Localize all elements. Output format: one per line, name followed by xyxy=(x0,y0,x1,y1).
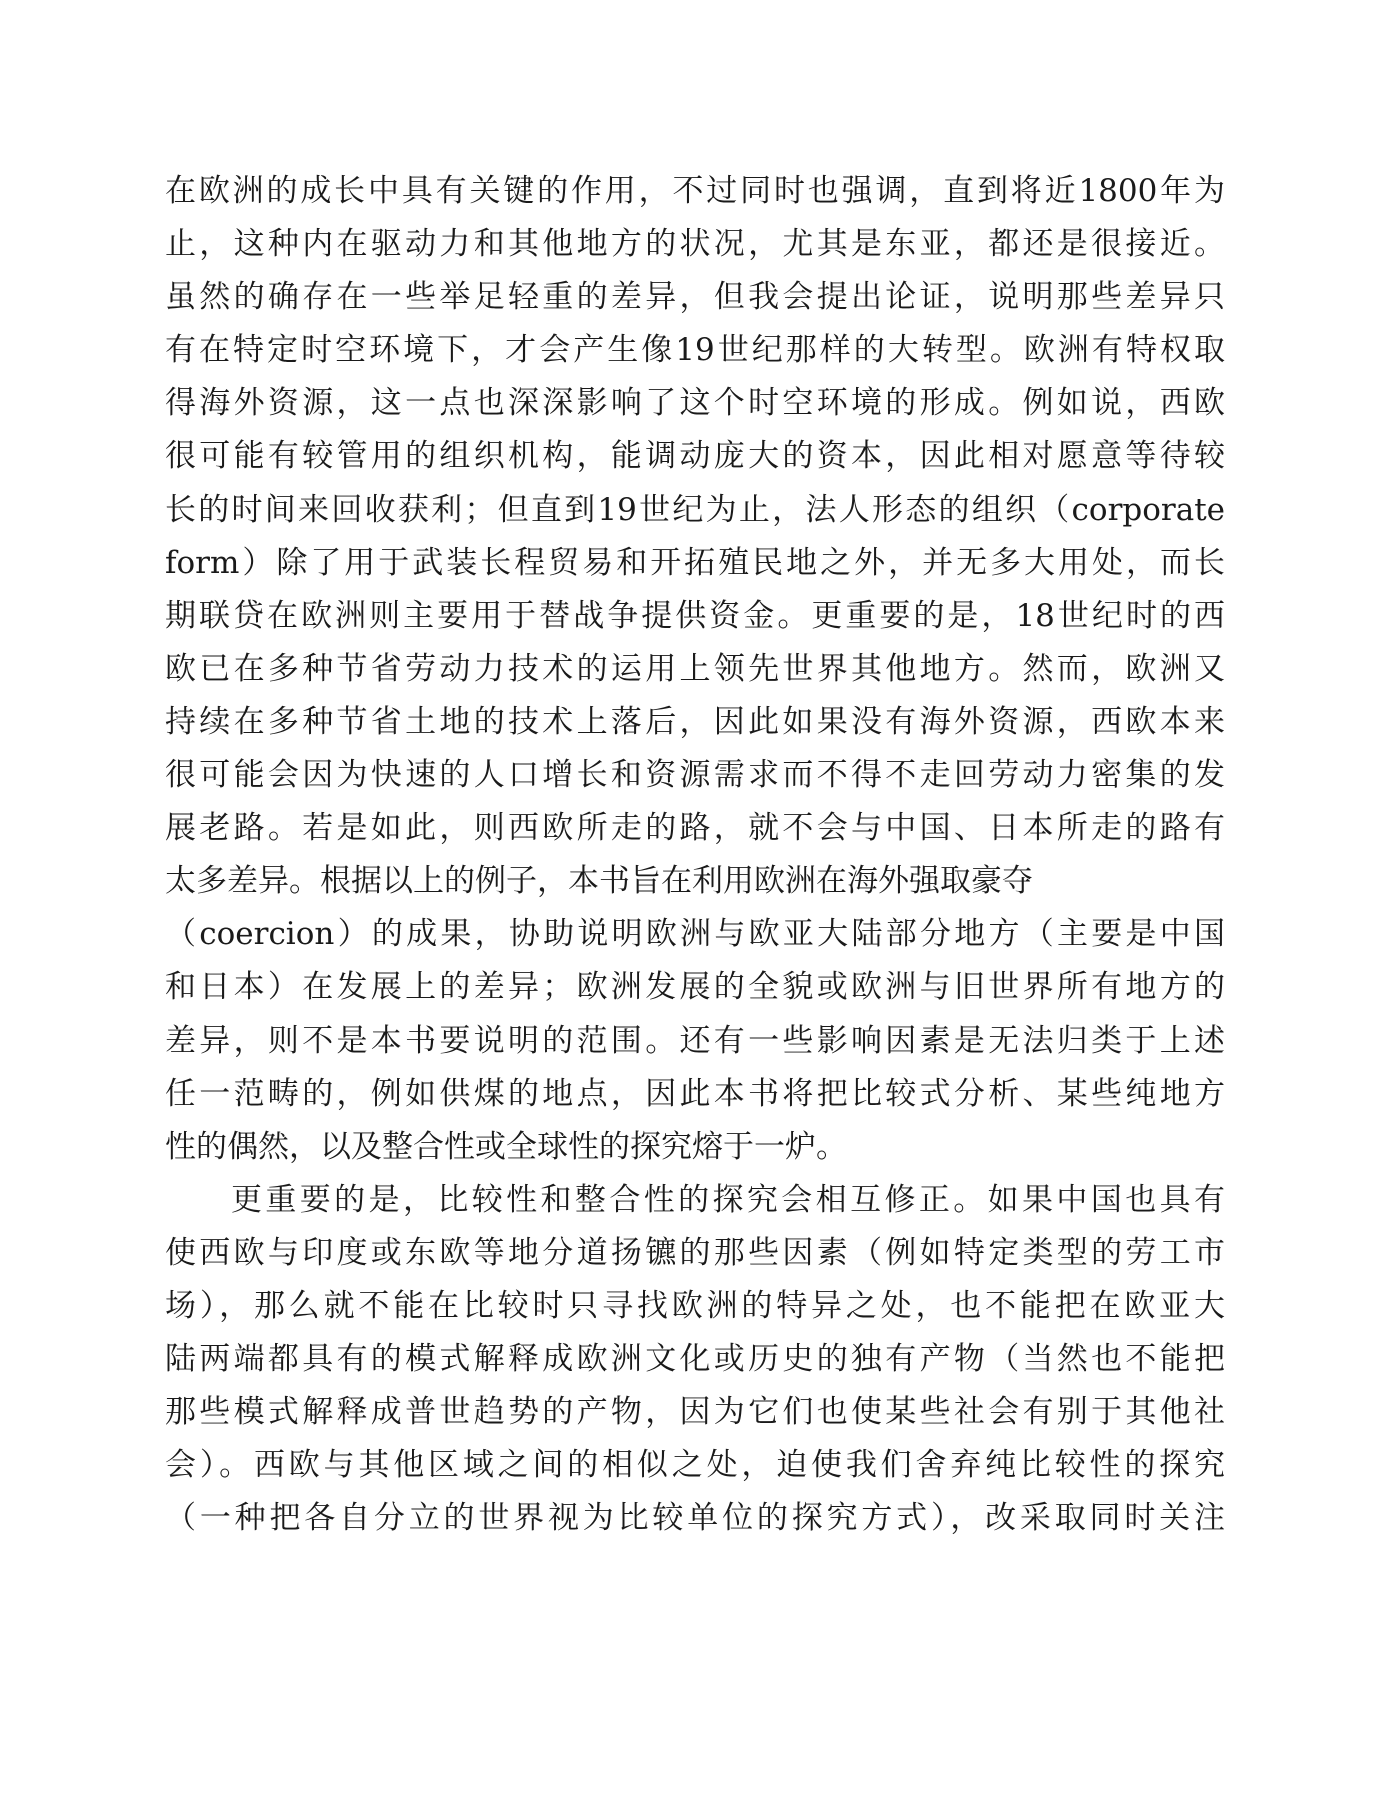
text-line: 陆两端都具有的模式解释成欧洲文化或历史的独有产物（当然也不能把 xyxy=(165,1341,1225,1378)
text-line: 太多差异。根据以上的例子，本书旨在利用欧洲在海外强取豪夺 xyxy=(165,863,1033,900)
text-line: 很可能会因为快速的人口增长和资源需求而不得不走回劳动力密集的发 xyxy=(165,757,1225,794)
text-line: 欧已在多种节省劳动力技术的运用上领先世界其他地方。然而，欧洲又 xyxy=(165,650,1225,687)
text-line: 会）。西欧与其他区域之间的相似之处，迫使我们舍弃纯比较性的探究 xyxy=(165,1447,1225,1484)
text-line: 那些模式解释成普世趋势的产物，因为它们也使某些社会有别于其他社 xyxy=(165,1394,1225,1431)
text-line: 得海外资源，这一点也深深影响了这个时空环境的形成。例如说，西欧 xyxy=(165,385,1225,422)
text-line: 在欧洲的成长中具有关键的作用，不过同时也强调，直到将近1800年为 xyxy=(165,173,1225,209)
text-line: 期联贷在欧洲则主要用于替战争提供资金。更重要的是，18世纪时的西 xyxy=(165,597,1225,634)
text-line: （一种把各自分立的世界视为比较单位的探究方式），改采取同时关注 xyxy=(165,1500,1225,1537)
paragraph-2 xyxy=(165,1174,1225,1546)
text-line: 很可能有较管用的组织机构，能调动庞大的资本，因此相对愿意等待较 xyxy=(165,438,1225,475)
text-line: 任一范畴的，例如供煤的地点，因此本书将把比较式分析、某些纯地方 xyxy=(165,1075,1225,1112)
paragraph-1 xyxy=(165,165,1225,1174)
text-line: 差异，则不是本书要说明的范围。还有一些影响因素是无法归类于上述 xyxy=(165,1022,1225,1059)
text-line: （coercion）的成果，协助说明欧洲与欧亚大陆部分地方（主要是中国 xyxy=(165,916,1225,953)
text-line: 展老路。若是如此，则西欧所走的路，就不会与中国、日本所走的路有 xyxy=(165,810,1225,847)
text-line: 有在特定时空环境下，才会产生像19世纪那样的大转型。欧洲有特权取 xyxy=(165,332,1225,369)
text-line: 长的时间来回收获利；但直到19世纪为止，法人形态的组织（corporate xyxy=(165,491,1225,528)
text-line: 性的偶然，以及整合性或全球性的探究熔于一炉。 xyxy=(165,1128,847,1165)
body-text xyxy=(165,165,1225,1545)
text-line: 更重要的是，比较性和整合性的探究会相互修正。如果中国也具有 xyxy=(231,1181,1225,1218)
text-line: 持续在多种节省土地的技术上落后，因此如果没有海外资源，西欧本来 xyxy=(165,703,1225,740)
text-line: 和日本）在发展上的差异；欧洲发展的全貌或欧洲与旧世界所有地方的 xyxy=(165,969,1225,1006)
text-line: 使西欧与印度或东欧等地分道扬镳的那些因素（例如特定类型的劳工市 xyxy=(165,1234,1225,1271)
text-line: 场），那么就不能在比较时只寻找欧洲的特异之处，也不能把在欧亚大 xyxy=(165,1287,1225,1324)
text-line: 止，这种内在驱动力和其他地方的状况，尤其是东亚，都还是很接近。 xyxy=(165,226,1225,263)
text-line: 虽然的确存在一些举足轻重的差异，但我会提出论证，说明那些差异只 xyxy=(165,279,1225,316)
text-line: form）除了用于武装长程贸易和开拓殖民地之外，并无多大用处，而长 xyxy=(165,544,1225,581)
